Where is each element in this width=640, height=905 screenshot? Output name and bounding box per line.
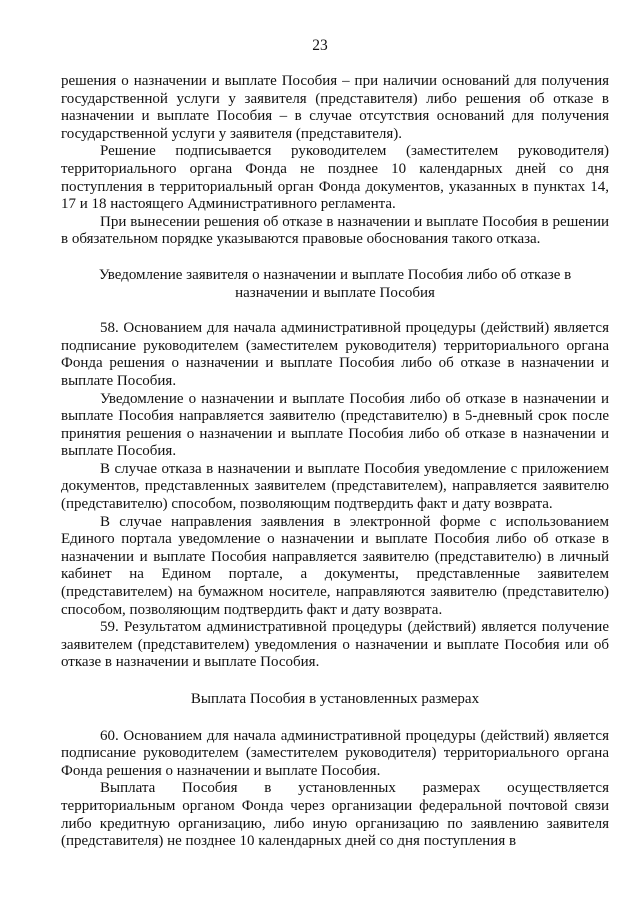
paragraph-60: 60. Основанием для начала административной процедуры (действий) является подписание руководителем (заместителем руководителя) территориального органа Фонда решения о назначении и выплате Пособия. (61, 727, 609, 779)
page-number: 23 (312, 37, 328, 54)
section-heading-payment: Выплата Пособия в установленных размерах (190, 691, 480, 707)
paragraph-refusal-justification: При вынесении решения об отказе в назначении и выплате Пособия в решении в обязательном порядке указываются правовые обоснования такого отказа. (61, 213, 609, 248)
paragraph-payment-method: Выплата Пособия в установленных размерах осуществляется территориальным органом Фонда через организации федеральной почтовой связи либо кредитную организацию, либо иную организацию по заявлению заявителя (представителя) не позднее 10 календарных дней со дня поступления в (61, 780, 609, 850)
paragraph-59: 59. Результатом административной процедуры (действий) является получение заявителем (представителем) уведомления о назначении и выплате Пособия или об отказе в назначении и выплате Пособия. (61, 619, 609, 671)
paragraph-refusal-return: В случае отказа в назначении и выплате Пособия уведомление с приложением документов, представленных заявителем (представителем), направляется заявителю (представителю) способом, позволяющим подтвердить факт и дату возврата. (61, 460, 609, 513)
document-body (61, 73, 609, 851)
paragraph-notification-term: Уведомление о назначении и выплате Пособия либо об отказе в назначении и выплате Пособия направляется заявителю (представителю) в 5-дневный срок после принятия решения о назначении и выплате Пособия либо об отказе в назначении и выплате Пособия. (61, 390, 609, 460)
paragraph-continuation: решения о назначении и выплате Пособия – при наличии оснований для получения государственной услуги у заявителя (представителя) либо решения об отказе в назначении и выплате Пособия – в случае отсутствия оснований для получения государственной услуги у заявителя (представителя). (61, 73, 609, 142)
paragraph-electronic-form: В случае направления заявления в электронной форме с использованием Единого портала уведомление о назначении и выплате Пособия либо об отказе в назначении и выплате Пособия направляется заявителю (представителю) в личный кабинет на Едином портале, а документы, представленные заявителем (представителем) на бумажном носителе, направляются заявителю (представителю) способом, позволяющим подтвердить факт и дату возврата. (61, 513, 609, 618)
paragraph-decision-signing: Решение подписывается руководителем (заместителем руководителя) территориального органа Фонда не позднее 10 календарных дней со дня поступления в территориальный орган Фонда документов, указанных в пунктах 14, 17 и 18 настоящего Административного регламента. (61, 143, 609, 213)
paragraph-58: 58. Основанием для начала административной процедуры (действий) является подписание руководителем (заместителем руководителя) территориального органа Фонда решения о назначении и выплате Пособия либо об отказе в назначении и выплате Пособия. (61, 320, 609, 389)
section-heading-notification: Уведомление заявителя о назначении и выплате Пособия либо об отказе в назначении и выплате Пособия (98, 266, 572, 301)
